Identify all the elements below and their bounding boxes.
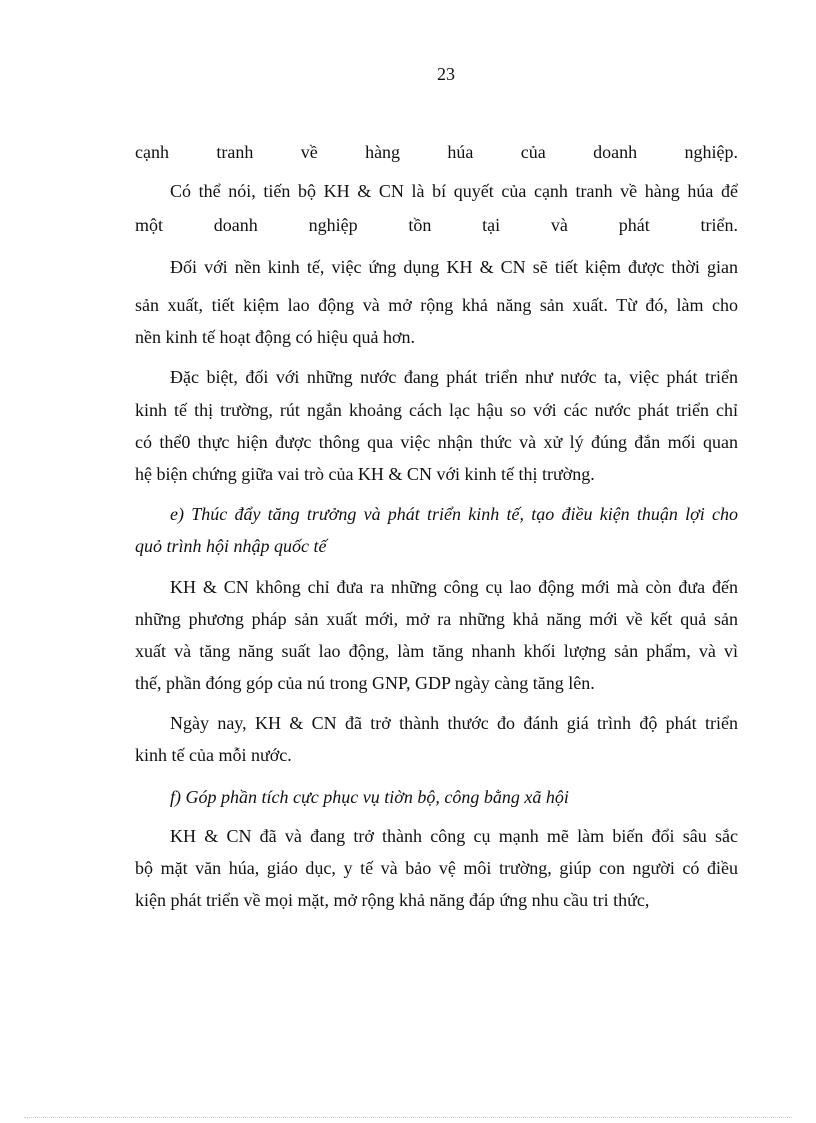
text-line-4: Đối với nền kinh tế, việc ứng dụng KH & CN sẽ tiết kiệm được thời gian <box>170 257 738 277</box>
text-line-9: có thể0 thực hiện được thông qua việc nhận thức và xử lý đúng đắn mối quan <box>135 432 738 452</box>
text-line-1: cạnh tranh về hàng húa của doanh nghiệp. <box>135 142 738 162</box>
text-line-15: xuất và tăng năng suất lao động, làm tăng nhanh khối lượng sản phẩm, và vì <box>135 641 738 661</box>
text-line-5: sản xuất, tiết kiệm lao động và mở rộng khả năng sản xuất. Từ đó, làm cho <box>135 295 738 315</box>
text-line-13: KH & CN không chỉ đưa ra những công cụ lao động mới mà còn đưa đến <box>170 577 738 597</box>
text-line-20: KH & CN đã và đang trở thành công cụ mạnh mẽ làm biến đổi sâu sắc <box>170 826 738 846</box>
section-heading-e-line-2: quỏ trình hội nhập quốc tế <box>135 536 327 556</box>
text-line-2: Có thể nói, tiến bộ KH & CN là bí quyết của cạnh tranh về hàng húa để <box>170 181 738 201</box>
text-line-16: thế, phần đóng góp của nú trong GNP, GDP ngày càng tăng lên. <box>135 673 595 693</box>
text-line-10: hệ biện chứng giữa vai trò của KH & CN với kinh tế thị trường. <box>135 464 595 484</box>
section-heading-e-line-1: e) Thúc đẩy tăng trưởng và phát triển kinh tế, tạo điều kiện thuận lợi cho <box>170 504 738 524</box>
text-line-8: kinh tế thị trường, rút ngắn khoảng cách lạc hậu so với các nước phát triển chỉ <box>135 400 738 420</box>
text-line-22: kiện phát triển về mọi mặt, mở rộng khả năng đáp ứng nhu cầu tri thức, <box>135 890 650 910</box>
text-line-7: Đặc biệt, đối với những nước đang phát triển như nước ta, việc phát triển <box>170 367 738 387</box>
text-line-3: một doanh nghiệp tồn tại và phát triển. <box>135 215 738 235</box>
footer-divider <box>24 1117 792 1118</box>
text-line-21: bộ mặt văn húa, giáo dục, y tế và bảo vệ môi trường, giúp con người có điều <box>135 858 738 878</box>
text-line-18: kinh tế của mỗi nước. <box>135 745 292 765</box>
page-number: 23 <box>437 64 455 84</box>
section-heading-f: f) Góp phần tích cực phục vụ tiờn bộ, công bằng xã hội <box>170 787 569 807</box>
text-line-17: Ngày nay, KH & CN đã trở thành thước đo đánh giá trình độ phát triển <box>170 713 738 733</box>
text-line-14: những phương pháp sản xuất mới, mở ra những khả năng mới về kết quả sản <box>135 609 738 629</box>
text-line-6: nền kinh tế hoạt động có hiệu quả hơn. <box>135 327 415 347</box>
